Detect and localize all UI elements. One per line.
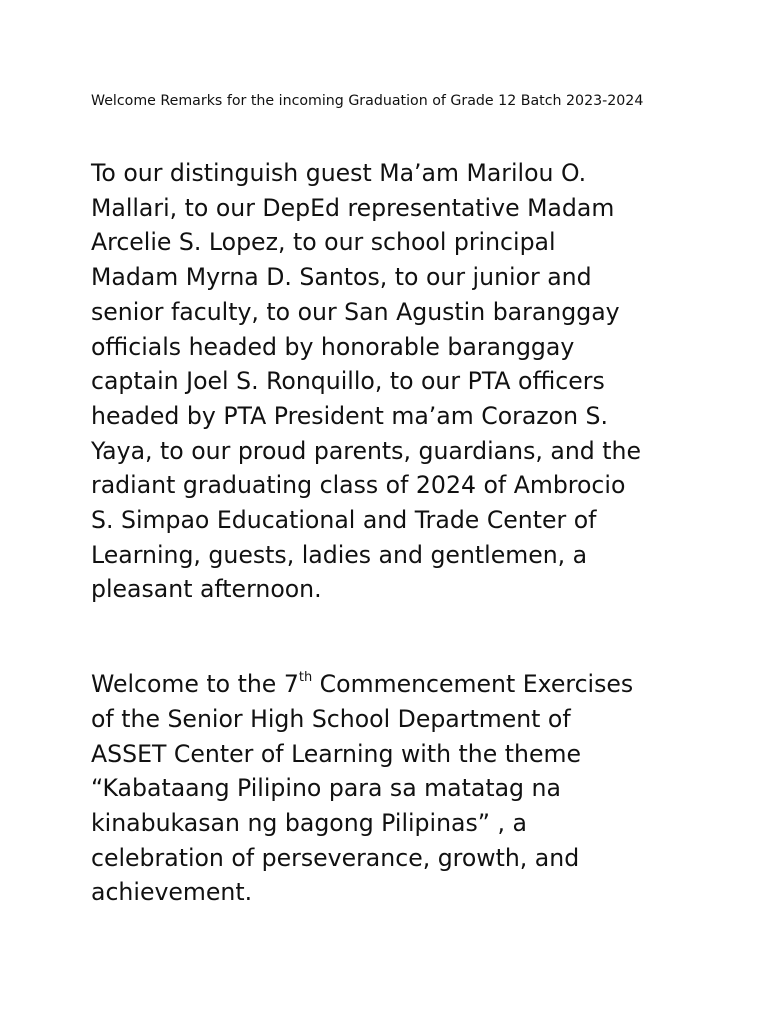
text-fragment: Commencement Exercises	[312, 670, 634, 699]
paragraph-greeting	[91, 156, 691, 607]
text-line: achievement.	[91, 878, 253, 907]
text-line: To our distinguish guest Ma’am Marilou O.	[91, 159, 587, 187]
text-line: Madam Myrna D. Santos, to our junior and	[91, 263, 592, 292]
text-line: headed by PTA President ma’am Corazon S.	[91, 401, 609, 430]
text-line: captain Joel S. Ronquillo, to our PTA officers	[91, 367, 605, 396]
text-line	[91, 667, 691, 702]
paragraph-welcome	[91, 667, 691, 910]
text-line: celebration of perseverance, growth, and	[91, 843, 580, 872]
text-line: Learning, guests, ladies and gentlemen, a	[91, 540, 588, 569]
text-line: ASSET Center of Learning with the theme	[91, 739, 581, 768]
text-line: senior faculty, to our San Agustin baranggay	[91, 297, 620, 326]
text-line: of the Senior High School Department of	[91, 704, 571, 733]
ordinal-superscript: th	[298, 670, 313, 686]
text-line: “Kabataang Pilipino para sa matatag na	[91, 774, 561, 803]
text-line: Arcelie S. Lopez, to our school principal	[91, 228, 556, 257]
text-line: Mallari, to our DepEd representative Madam	[91, 193, 615, 222]
text-line: kinabukasan ng bagong Pilipinas” , a	[91, 808, 527, 837]
document-page	[91, 92, 691, 910]
text-line: S. Simpao Educational and Trade Center of	[91, 506, 597, 535]
text-line: Yaya, to our proud parents, guardians, and the	[91, 436, 641, 465]
text-line: radiant graduating class of 2024 of Ambrocio	[91, 471, 626, 500]
document-heading: Welcome Remarks for the incoming Graduation of Grade 12 Batch 2023-2024	[91, 93, 644, 109]
text-fragment: Welcome to the 7	[91, 670, 299, 699]
text-line: pleasant afternoon.	[91, 575, 322, 604]
text-line: officials headed by honorable baranggay	[91, 332, 575, 361]
